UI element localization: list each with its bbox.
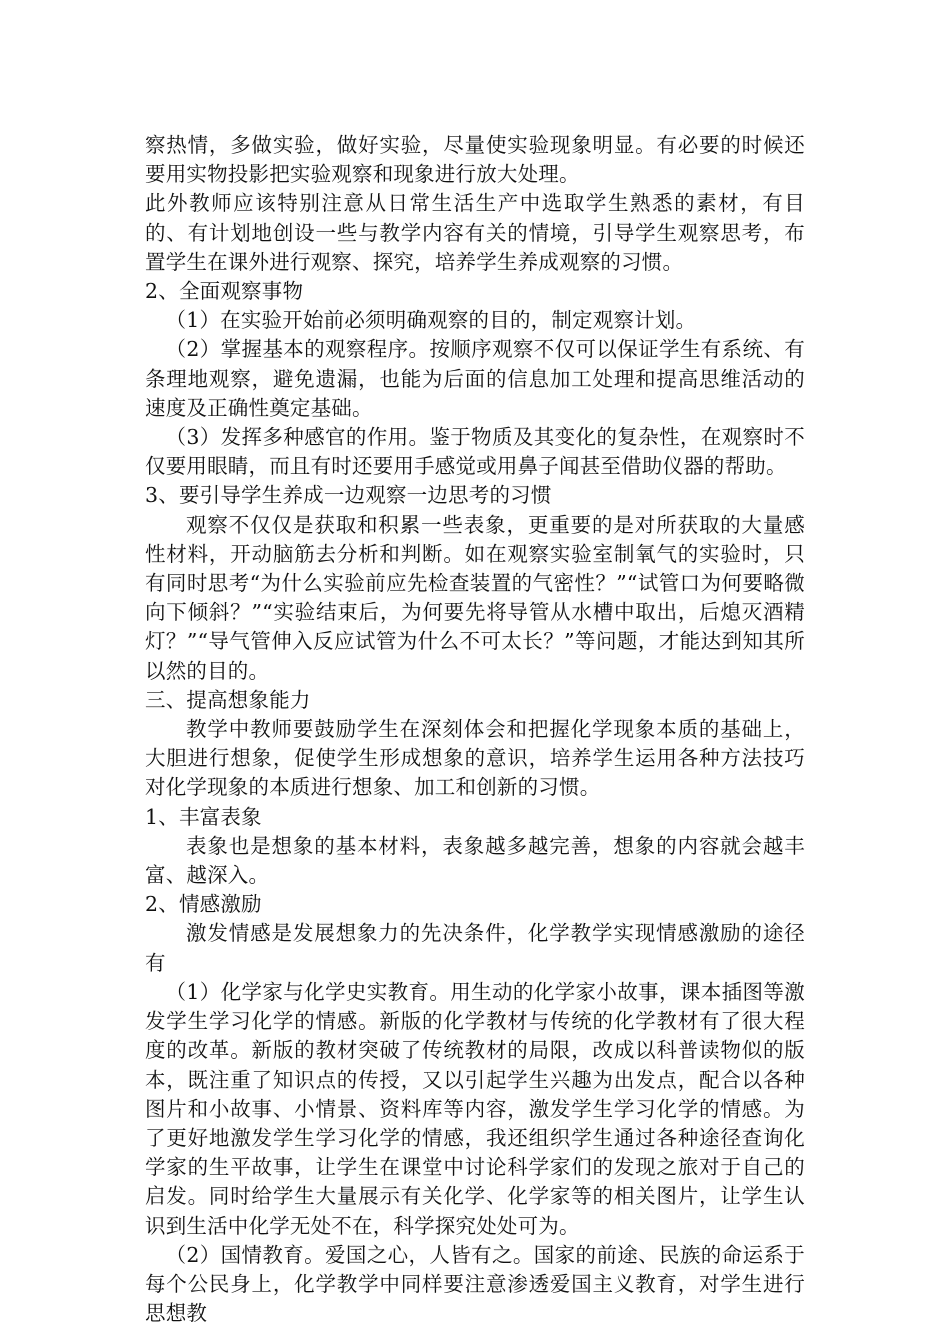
heading-1-rich-imagery: 1、丰富表象 (145, 804, 262, 829)
paragraph-item-2: （2）掌握基本的观察程序。按顺序观察不仅可以保证学生有系统、有条理地观察，避免遗漏，也能为后面的信息加工处理和提高思维活动的速度及正确性奠定基础。 (145, 337, 805, 420)
paragraph-chemist-history: （1）化学家与化学史实教育。用生动的化学家小故事，课本插图等激发学生学习化学的情感。新版的化学教材与传统的化学教材有了很大程度的改革。新版的教材突破了传统教材的局限，改成以科普读物似的版本，既注重了知识点的传授，又以引起学生兴趣为出发点，配合以各种图片和小故事、小情景、资料库等内容，激发学生学习化学的情感。为了更好地激发学生学习化学的情感，我还组织学生通过各种途径查询化学家的生平故事，让学生在课堂中讨论科学家们的发现之旅对于自己的启发。同时给学生大量展示有关化学、化学家等的相关图片，让学生认识到生活中化学无处不在，科学探究处处可为。 (145, 979, 805, 1238)
paragraph-national-education: （2）国情教育。爱国之心，人皆有之。国家的前途、民族的命运系于每个公民身上，化学教学中同样要注意渗透爱国主义教育，对学生进行思想教 (145, 1242, 805, 1326)
paragraph-imagination: 教学中教师要鼓励学生在深刻体会和把握化学现象本质的基础上，大胆进行想象，促使学生形成想象的意识，培养学生运用各种方法技巧对化学现象的本质进行想象、加工和创新的习惯。 (145, 717, 805, 800)
paragraph-item-3: （3）发挥多种感官的作用。鉴于物质及其变化的复杂性，在观察时不仅要用眼睛，而且有时还要用手感觉或用鼻子闻甚至借助仪器的帮助。 (145, 425, 805, 479)
heading-3-observe-think: 3、要引导学生养成一边观察一边思考的习惯 (145, 483, 552, 508)
heading-2-full-observation: 2、全面观察事物 (145, 279, 304, 304)
paragraph-imagery: 表象也是想象的基本材料，表象越多越完善，想象的内容就会越丰富、越深入。 (145, 833, 805, 888)
paragraph-observation-thinking: 观察不仅仅是获取和积累一些表象，更重要的是对所获取的大量感性材料，开动脑筋去分析和判断。如在观察实验室制氧气的实验时，只有同时思考“为什么实验前应先检查装置的气密性？”“试管口为何要略微向下倾斜？”“实验结束后，为何要先将导管从水槽中取出，后熄灭酒精灯？”“导气管伸入反应试管为什么不可太长？”等问题，才能达到知其所以然的目的。 (145, 512, 805, 683)
paragraph-item-1: （1）在实验开始前必须明确观察的目的，制定观察计划。 (165, 308, 697, 333)
paragraph-2: 此外教师应该特别注意从日常生活生产中选取学生熟悉的素材，有目的、有计划地创设一些与教学内容有关的情境，引导学生观察思考，布置学生在课外进行观察、探究，培养学生养成观察的习惯。 (145, 191, 805, 274)
paragraph-1: 察热情，多做实验，做好实验，尽量使实验现象明显。有必要的时候还要用实物投影把实验观察和现象进行放大处理。 (145, 133, 805, 187)
heading-section-3-imagination: 三、提高想象能力 (145, 687, 311, 712)
heading-2-emotion-motivation: 2、情感激励 (145, 892, 262, 917)
paragraph-emotion: 激发情感是发展想象力的先决条件，化学教学实现情感激励的途径有 (145, 921, 805, 975)
document-body (145, 131, 805, 1328)
